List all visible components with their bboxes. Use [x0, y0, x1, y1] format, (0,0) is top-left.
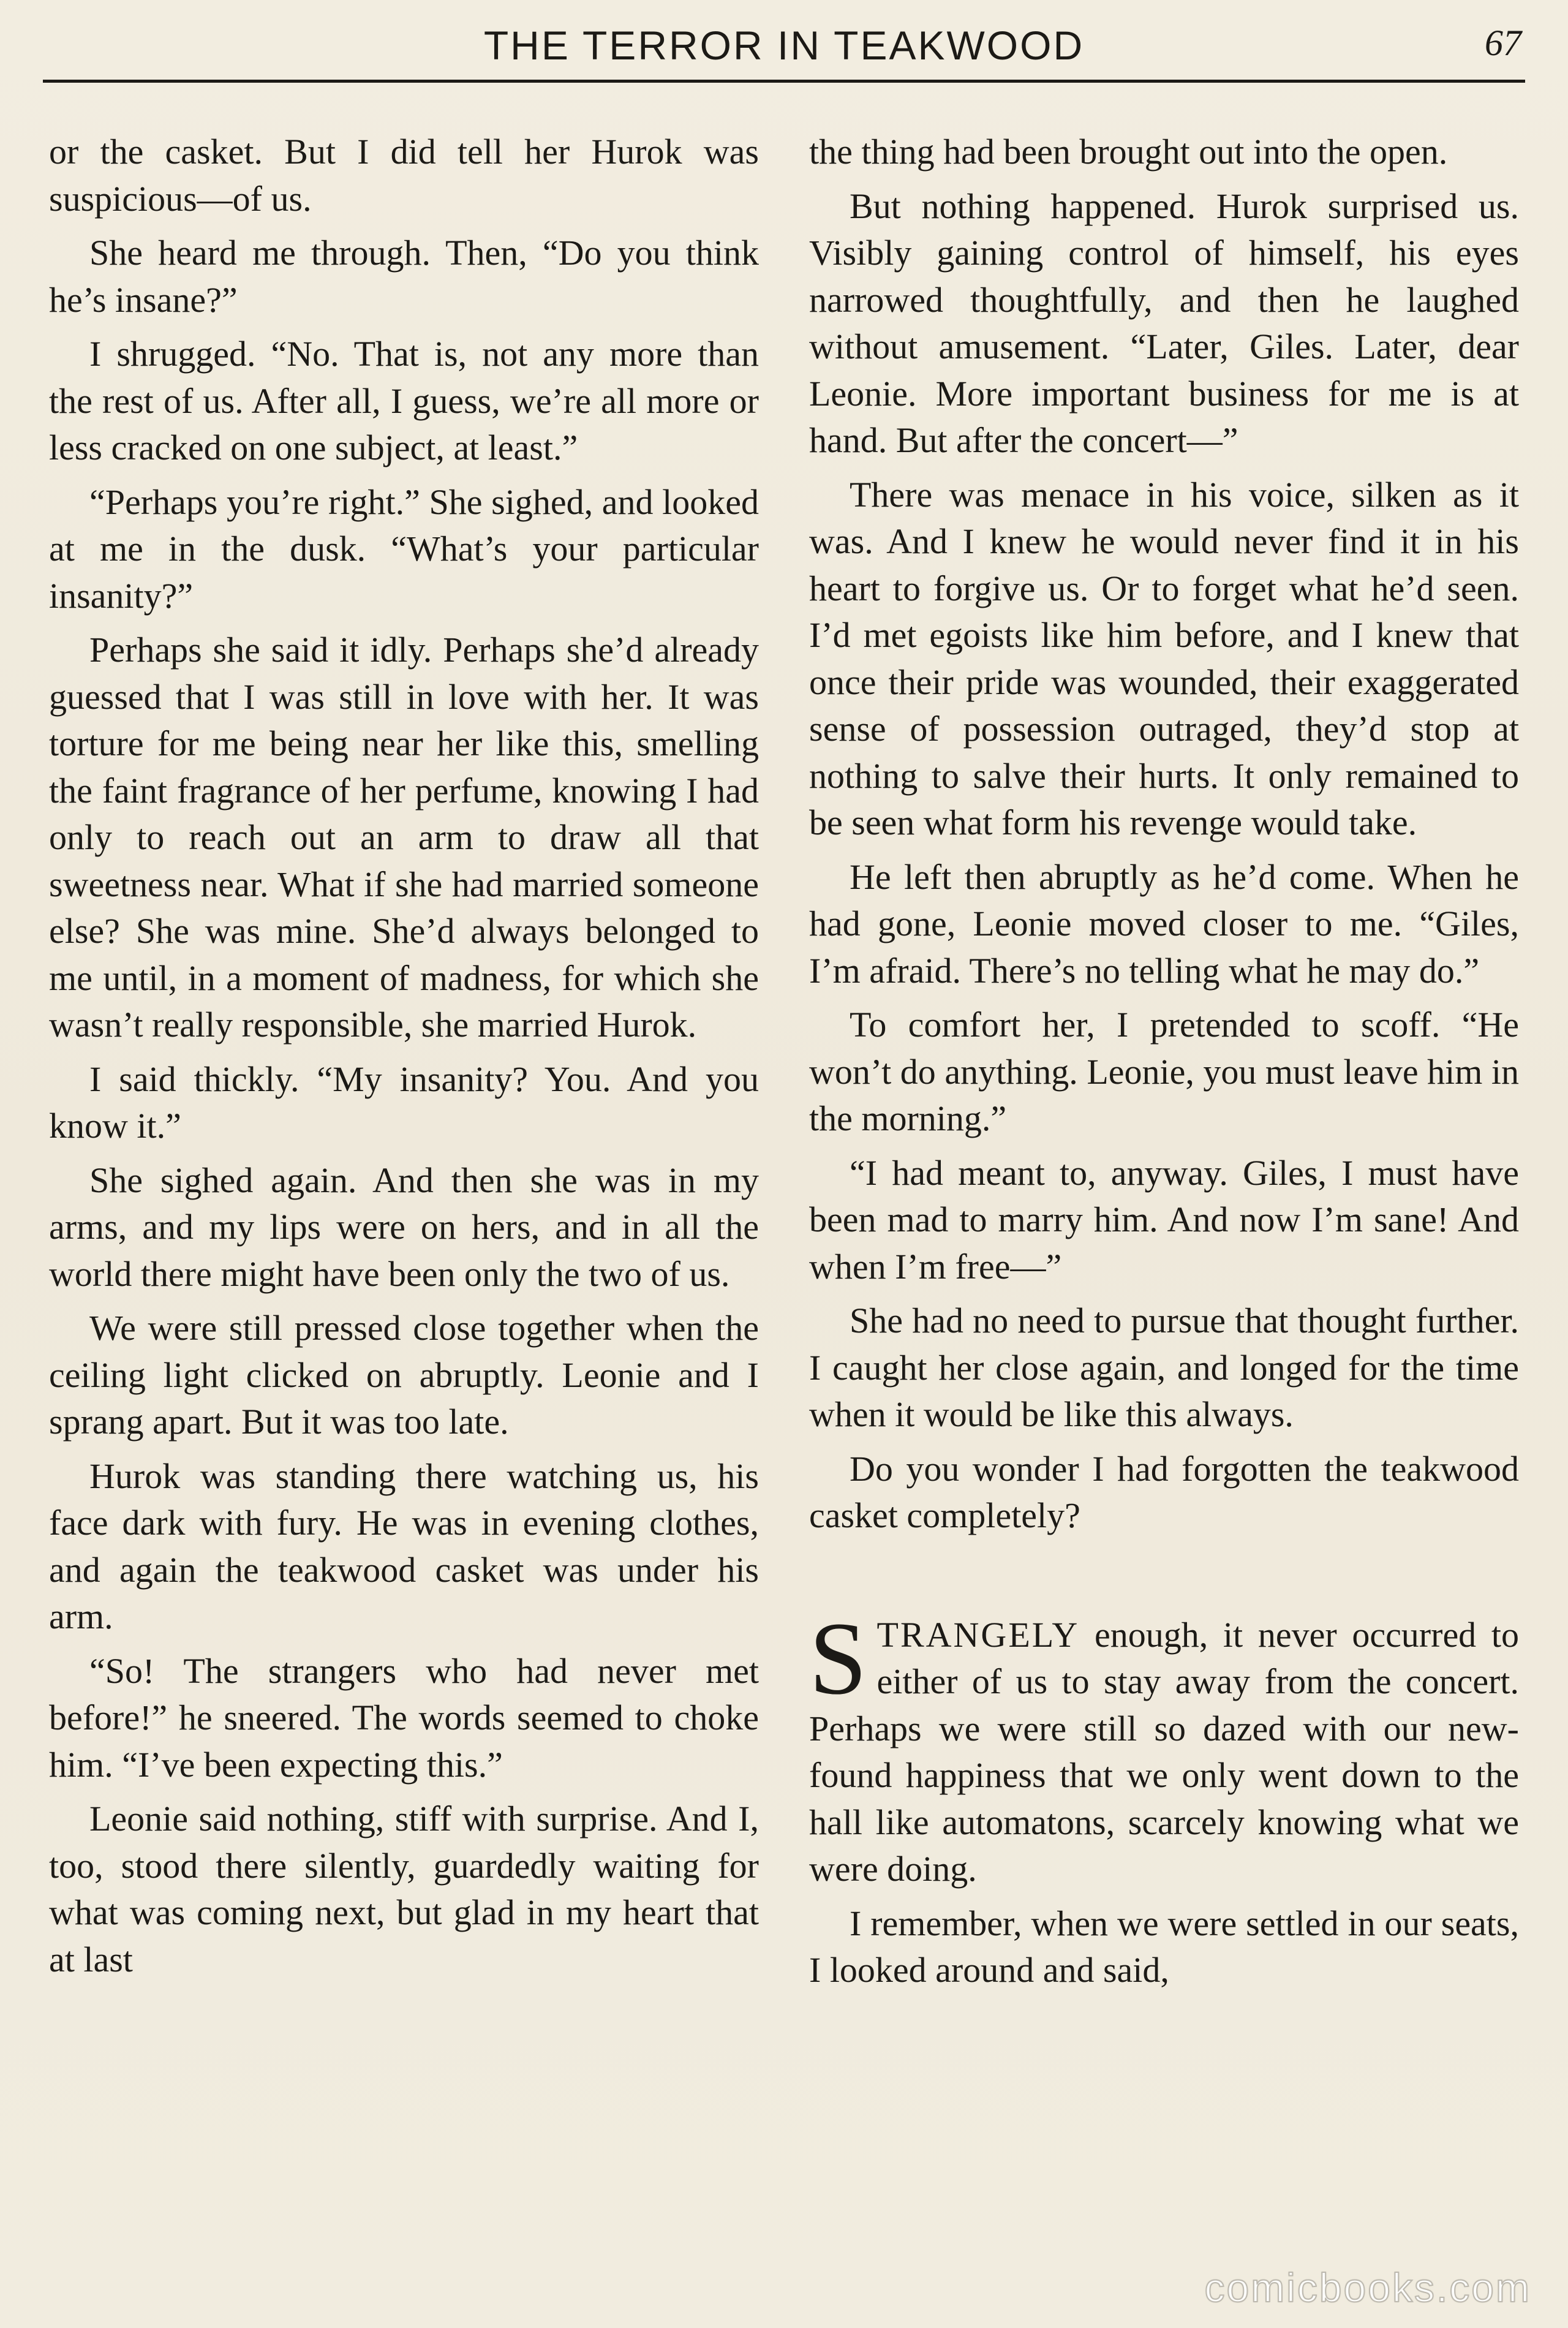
lead-word: TRANGELY	[876, 1614, 1080, 1655]
paragraph: “Perhaps you’re right.” She sighed, and looked at me in the dusk. “What’s your particular insanity?”	[49, 482, 759, 616]
paragraph: “So! The strangers who had never met before!” he sneered. The words seemed to choke him. “I’ve been expecting this.”	[49, 1650, 759, 1785]
paragraph: We were still pressed close together when the ceiling light clicked on abruptly. Leonie and I sprang apart. But it was too late.	[49, 1308, 759, 1442]
paragraph: She had no need to pursue that thought further. I caught her close again, and longed for the time when it would be like this always.	[809, 1301, 1519, 1434]
drop-cap: S	[809, 1600, 867, 1716]
paragraph: Leonie said nothing, stiff with surprise. And I, too, stood there silently, guardedly waiting for what was coming next, but glad in my heart that at last	[49, 1799, 759, 1979]
paragraph: He left then abruptly as he’d come. When he had gone, Leonie moved closer to me. “Giles, I’m afraid. There’s no telling what he may do.”	[809, 856, 1519, 991]
paragraph: I remember, when we were settled in our seats, I looked around and said,	[809, 1903, 1519, 1990]
paragraph: I shrugged. “No. That is, not any more than the rest of us. After all, I guess, we’re all more or less cracked on one subject, at least.”	[49, 334, 759, 467]
paragraph: Perhaps she said it idly. Perhaps she’d already guessed that I was still in love with her. It was torture for me being near her like this, smelling the faint fragrance of her perfume, knowing I had only to reach out an arm to draw all that sweetness near. What if she had married someone else? She was mine. She’d always belonged to me until, in a moment of madness, for which she wasn’t really responsible, she married Hurok.	[49, 630, 759, 1045]
paragraph: “I had meant to, anyway. Giles, I must have been mad to marry him. And now I’m sane! And when I’m free—”	[809, 1152, 1519, 1287]
watermark: comicbooks.com	[1204, 2265, 1531, 2310]
left-column	[49, 129, 759, 2261]
paragraph: the thing had been brought out into the open.	[809, 132, 1448, 172]
paragraph: But nothing happened. Hurok surprised us. Visibly gaining control of himself, his eyes narrowed thoughtfully, and then he laughed without amusement. “Later, Giles. Later, dear Leonie. More important business for me is at hand. But after the concert—”	[809, 186, 1519, 460]
paragraph: There was menace in his voice, silken as it was. And I knew he would never find it in his heart to forgive us. Or to forget what he’d seen. I’d met egoists like him before, and I knew that once their pride was wounded, their exaggerated sense of possession outraged, they’d stop at nothing to salve their hurts. It only remained to be seen what form his revenge would take.	[809, 474, 1519, 842]
page-number: 67	[1485, 23, 1521, 63]
section-break-text: enough, it never occurred to either of us to stay away from the concert. Perhaps we were still so dazed with our new-found happiness that we only went down to the hall like automatons, scarcely knowing what we were doing.	[809, 1614, 1519, 1889]
text-columns	[49, 129, 1519, 2261]
running-title: THE TERROR IN TEAKWOOD	[483, 23, 1085, 68]
paragraph: Do you wonder I had forgotten the teakwood casket completely?	[809, 1448, 1519, 1535]
paragraph: To comfort her, I pretended to scoff. “He won’t do anything. Leonie, you must leave him in the morning.”	[809, 1005, 1519, 1138]
section-break-paragraph	[809, 1600, 1519, 1893]
paragraph: She heard me through. Then, “Do you think he’s insane?”	[49, 233, 759, 320]
paragraph: I said thickly. “My insanity? You. And you know it.”	[49, 1059, 759, 1146]
paragraph: or the casket. But I did tell her Hurok was suspicious—of us.	[49, 132, 759, 219]
right-column	[809, 129, 1519, 2261]
paragraph: Hurok was standing there watching us, his face dark with fury. He was in evening clothes, and again the teakwood casket was under his arm.	[49, 1456, 759, 1636]
paragraph: She sighed again. And then she was in my arms, and my lips were on hers, and in all the world there might have been only the two of us.	[49, 1160, 759, 1294]
page-header	[43, 18, 1525, 83]
